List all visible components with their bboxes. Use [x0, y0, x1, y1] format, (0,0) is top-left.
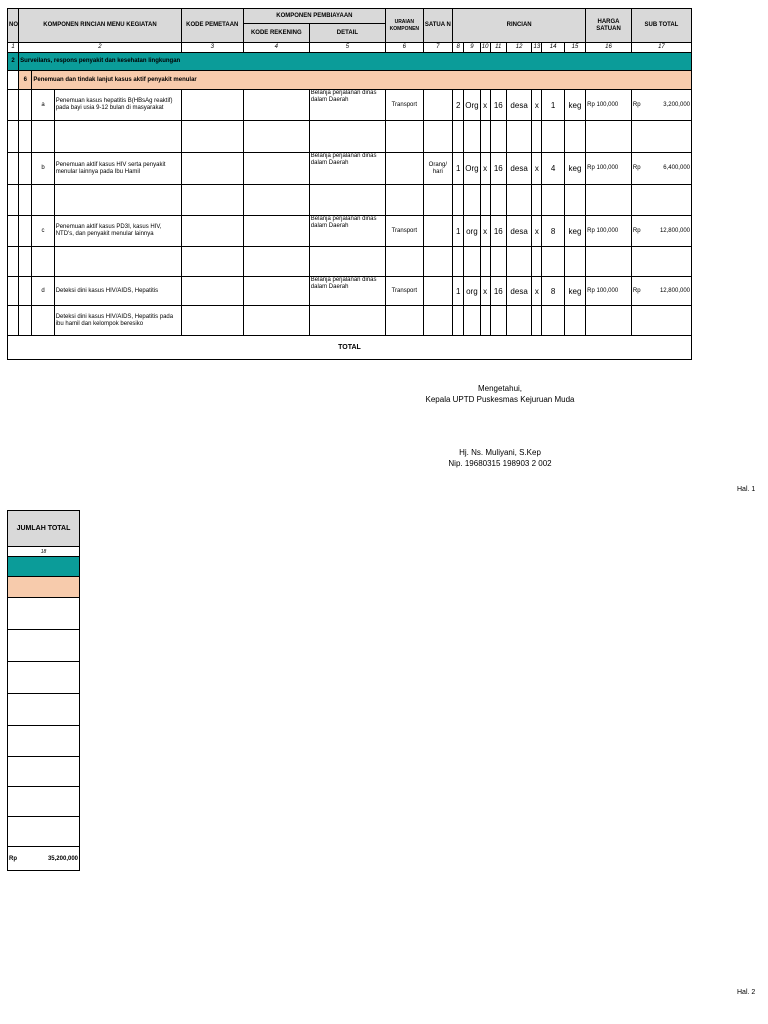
row-qty1: 2 [453, 90, 464, 121]
table-row [8, 277, 692, 306]
row-subtotal: Rp 6,400,000 [631, 153, 691, 185]
header-komponen-rincian: KOMPONEN RINCIAN MENU KEGIATAN [19, 9, 182, 43]
col-num: 17 [631, 43, 691, 53]
col-num: 2 [19, 43, 182, 53]
signature-nip: Nip. 19680315 198903 2 002 [448, 459, 552, 468]
table-row [8, 306, 692, 336]
signature-greeting: Mengetahui, [477, 384, 523, 393]
row-x1: x [480, 216, 490, 247]
section-number: 2 [8, 53, 19, 71]
table-row [8, 153, 692, 185]
row-uraian: Transport [386, 277, 424, 306]
row-unit3: keg [564, 90, 585, 121]
table-row [8, 247, 692, 277]
page-number-1: Hal. 1 [737, 486, 756, 493]
row-unit2: desa [506, 153, 531, 185]
row-subtotal: Rp 12,800,000 [631, 216, 691, 247]
row-detail: Belanja perjalanan dinas dalam Daerah [309, 277, 385, 306]
row-unit1: Org [464, 153, 480, 185]
subsection-cell [8, 577, 80, 598]
col-num: 1 [8, 43, 19, 53]
row-qty2: 16 [490, 216, 506, 247]
col-num: 18 [8, 547, 80, 557]
row-qty2: 16 [490, 277, 506, 306]
column-number-row [8, 43, 692, 53]
header-sub-total: SUB TOTAL [631, 9, 691, 43]
row-qty3: 8 [542, 277, 564, 306]
row-qty1: 1 [453, 277, 464, 306]
row-x2: x [532, 153, 542, 185]
row-satuan [423, 216, 452, 247]
row-detail: Belanja perjalanan dinas dalam Daerah [309, 153, 385, 185]
row-unit1: Org [464, 90, 480, 121]
col-num: 5 [309, 43, 385, 53]
row-letter: a [32, 90, 54, 121]
subsection-number: 6 [19, 71, 32, 90]
row-x2: x [532, 277, 542, 306]
row-letter: c [32, 216, 54, 247]
header-kode-rekening: KODE REKENING [243, 24, 309, 43]
row-qty3: 4 [542, 153, 564, 185]
col-num: 4 [243, 43, 309, 53]
subsection-row [8, 71, 692, 90]
row-subtotal: Rp 3,200,000 [631, 90, 691, 121]
col-num: 7 [423, 43, 452, 53]
jumlah-total-table [7, 510, 80, 871]
row-unit2: desa [506, 216, 531, 247]
header-harga-satuan: HARGA SATUAN [586, 9, 632, 43]
col-num: 12 [506, 43, 531, 53]
col-num: 10 [480, 43, 490, 53]
row-description: Deteksi dini kasus HIV/AIDS, Hepatitis [54, 277, 181, 306]
row-detail: Belanja perjalanan dinas dalam Daerah [309, 90, 385, 121]
budget-table [7, 8, 692, 360]
total-row [8, 336, 692, 360]
col-num: 14 [542, 43, 564, 53]
row-harga: Rp 100,000 [586, 216, 632, 247]
row-qty3: 1 [542, 90, 564, 121]
header-detail: DETAIL [309, 24, 385, 43]
jumlah-total-value: Rp 35,200,000 [8, 847, 80, 871]
col-num: 15 [564, 43, 585, 53]
row-x1: x [480, 90, 490, 121]
section-row [8, 53, 692, 71]
col-num: 9 [464, 43, 480, 53]
col-num: 8 [453, 43, 464, 53]
col-num: 13 [532, 43, 542, 53]
header-kode-pemetaan: KODE PEMETAAN [181, 9, 243, 43]
header-uraian-komponen: URAIAN KOMPONEN [386, 9, 424, 43]
table-row [8, 185, 692, 216]
row-x2: x [532, 216, 542, 247]
page-number-2: Hal. 2 [737, 989, 756, 996]
row-harga: Rp 100,000 [586, 153, 632, 185]
col-num: 16 [586, 43, 632, 53]
row-description: Penemuan aktif kasus HIV serta penyakit menular lainnya pada Ibu Hamil [54, 153, 181, 185]
row-detail: Belanja perjalanan dinas dalam Daerah [309, 216, 385, 247]
row-unit3: keg [564, 216, 585, 247]
section-title: Surveilans, respons penyakit dan kesehatan lingkungan [19, 53, 692, 71]
row-uraian: Transport [386, 216, 424, 247]
signature-name: Hj. Ns. Muliyani, S.Kep [459, 448, 541, 457]
row-uraian: Transport [386, 90, 424, 121]
row-satuan [423, 277, 452, 306]
row-qty2: 16 [490, 153, 506, 185]
header-komponen-pembiayaan: KOMPONEN PEMBIAYAAN [243, 9, 385, 24]
total-label: TOTAL [8, 336, 692, 360]
header-no: NO [8, 9, 19, 43]
row-unit1: org [464, 277, 480, 306]
header-rincian: RINCIAN [453, 9, 586, 43]
row-satuan [423, 90, 452, 121]
col-num: 3 [181, 43, 243, 53]
header-satuan: SATUA N [423, 9, 452, 43]
row-x2: x [532, 90, 542, 121]
table-row [8, 216, 692, 247]
col-num: 6 [386, 43, 424, 53]
section-cell [8, 557, 80, 577]
row-harga: Rp 100,000 [586, 277, 632, 306]
row-letter: d [32, 277, 54, 306]
row-qty2: 16 [490, 90, 506, 121]
row-unit3: keg [564, 277, 585, 306]
row-letter: b [32, 153, 54, 185]
row-uraian [386, 153, 424, 185]
row-subtotal: Rp 12,800,000 [631, 277, 691, 306]
table-row [8, 121, 692, 153]
signature-block [400, 383, 600, 405]
row-harga: Rp 100,000 [586, 90, 632, 121]
signature-position: Kepala UPTD Puskesmas Kejuruan Muda [425, 395, 575, 404]
row-unit1: org [464, 216, 480, 247]
row-x1: x [480, 277, 490, 306]
row-x1: x [480, 153, 490, 185]
row-qty1: 1 [453, 153, 464, 185]
row-unit2: desa [506, 277, 531, 306]
jumlah-total-header: JUMLAH TOTAL [8, 511, 80, 547]
row-satuan: Orang/ hari [423, 153, 452, 185]
col-num: 11 [490, 43, 506, 53]
row-qty1: 1 [453, 216, 464, 247]
row-description: Penemuan aktif kasus PD3I, kasus HIV, NTD's, dan penyakit menular lainnya [54, 216, 181, 247]
row-description: Penemuan kasus hepatitis B(HBsAg reaktif) pada bayi usia 9-12 bulan di masyarakat [54, 90, 181, 121]
row-description: Deteksi dini kasus HIV/AIDS, Hepatitis pada ibu hamil dan kelompok beresiko [54, 306, 181, 336]
signature-name-block [400, 447, 600, 469]
subsection-title: Penemuan dan tindak lanjut kasus aktif penyakit menular [32, 71, 692, 90]
table-row [8, 90, 692, 121]
row-unit2: desa [506, 90, 531, 121]
row-qty3: 8 [542, 216, 564, 247]
row-unit3: keg [564, 153, 585, 185]
